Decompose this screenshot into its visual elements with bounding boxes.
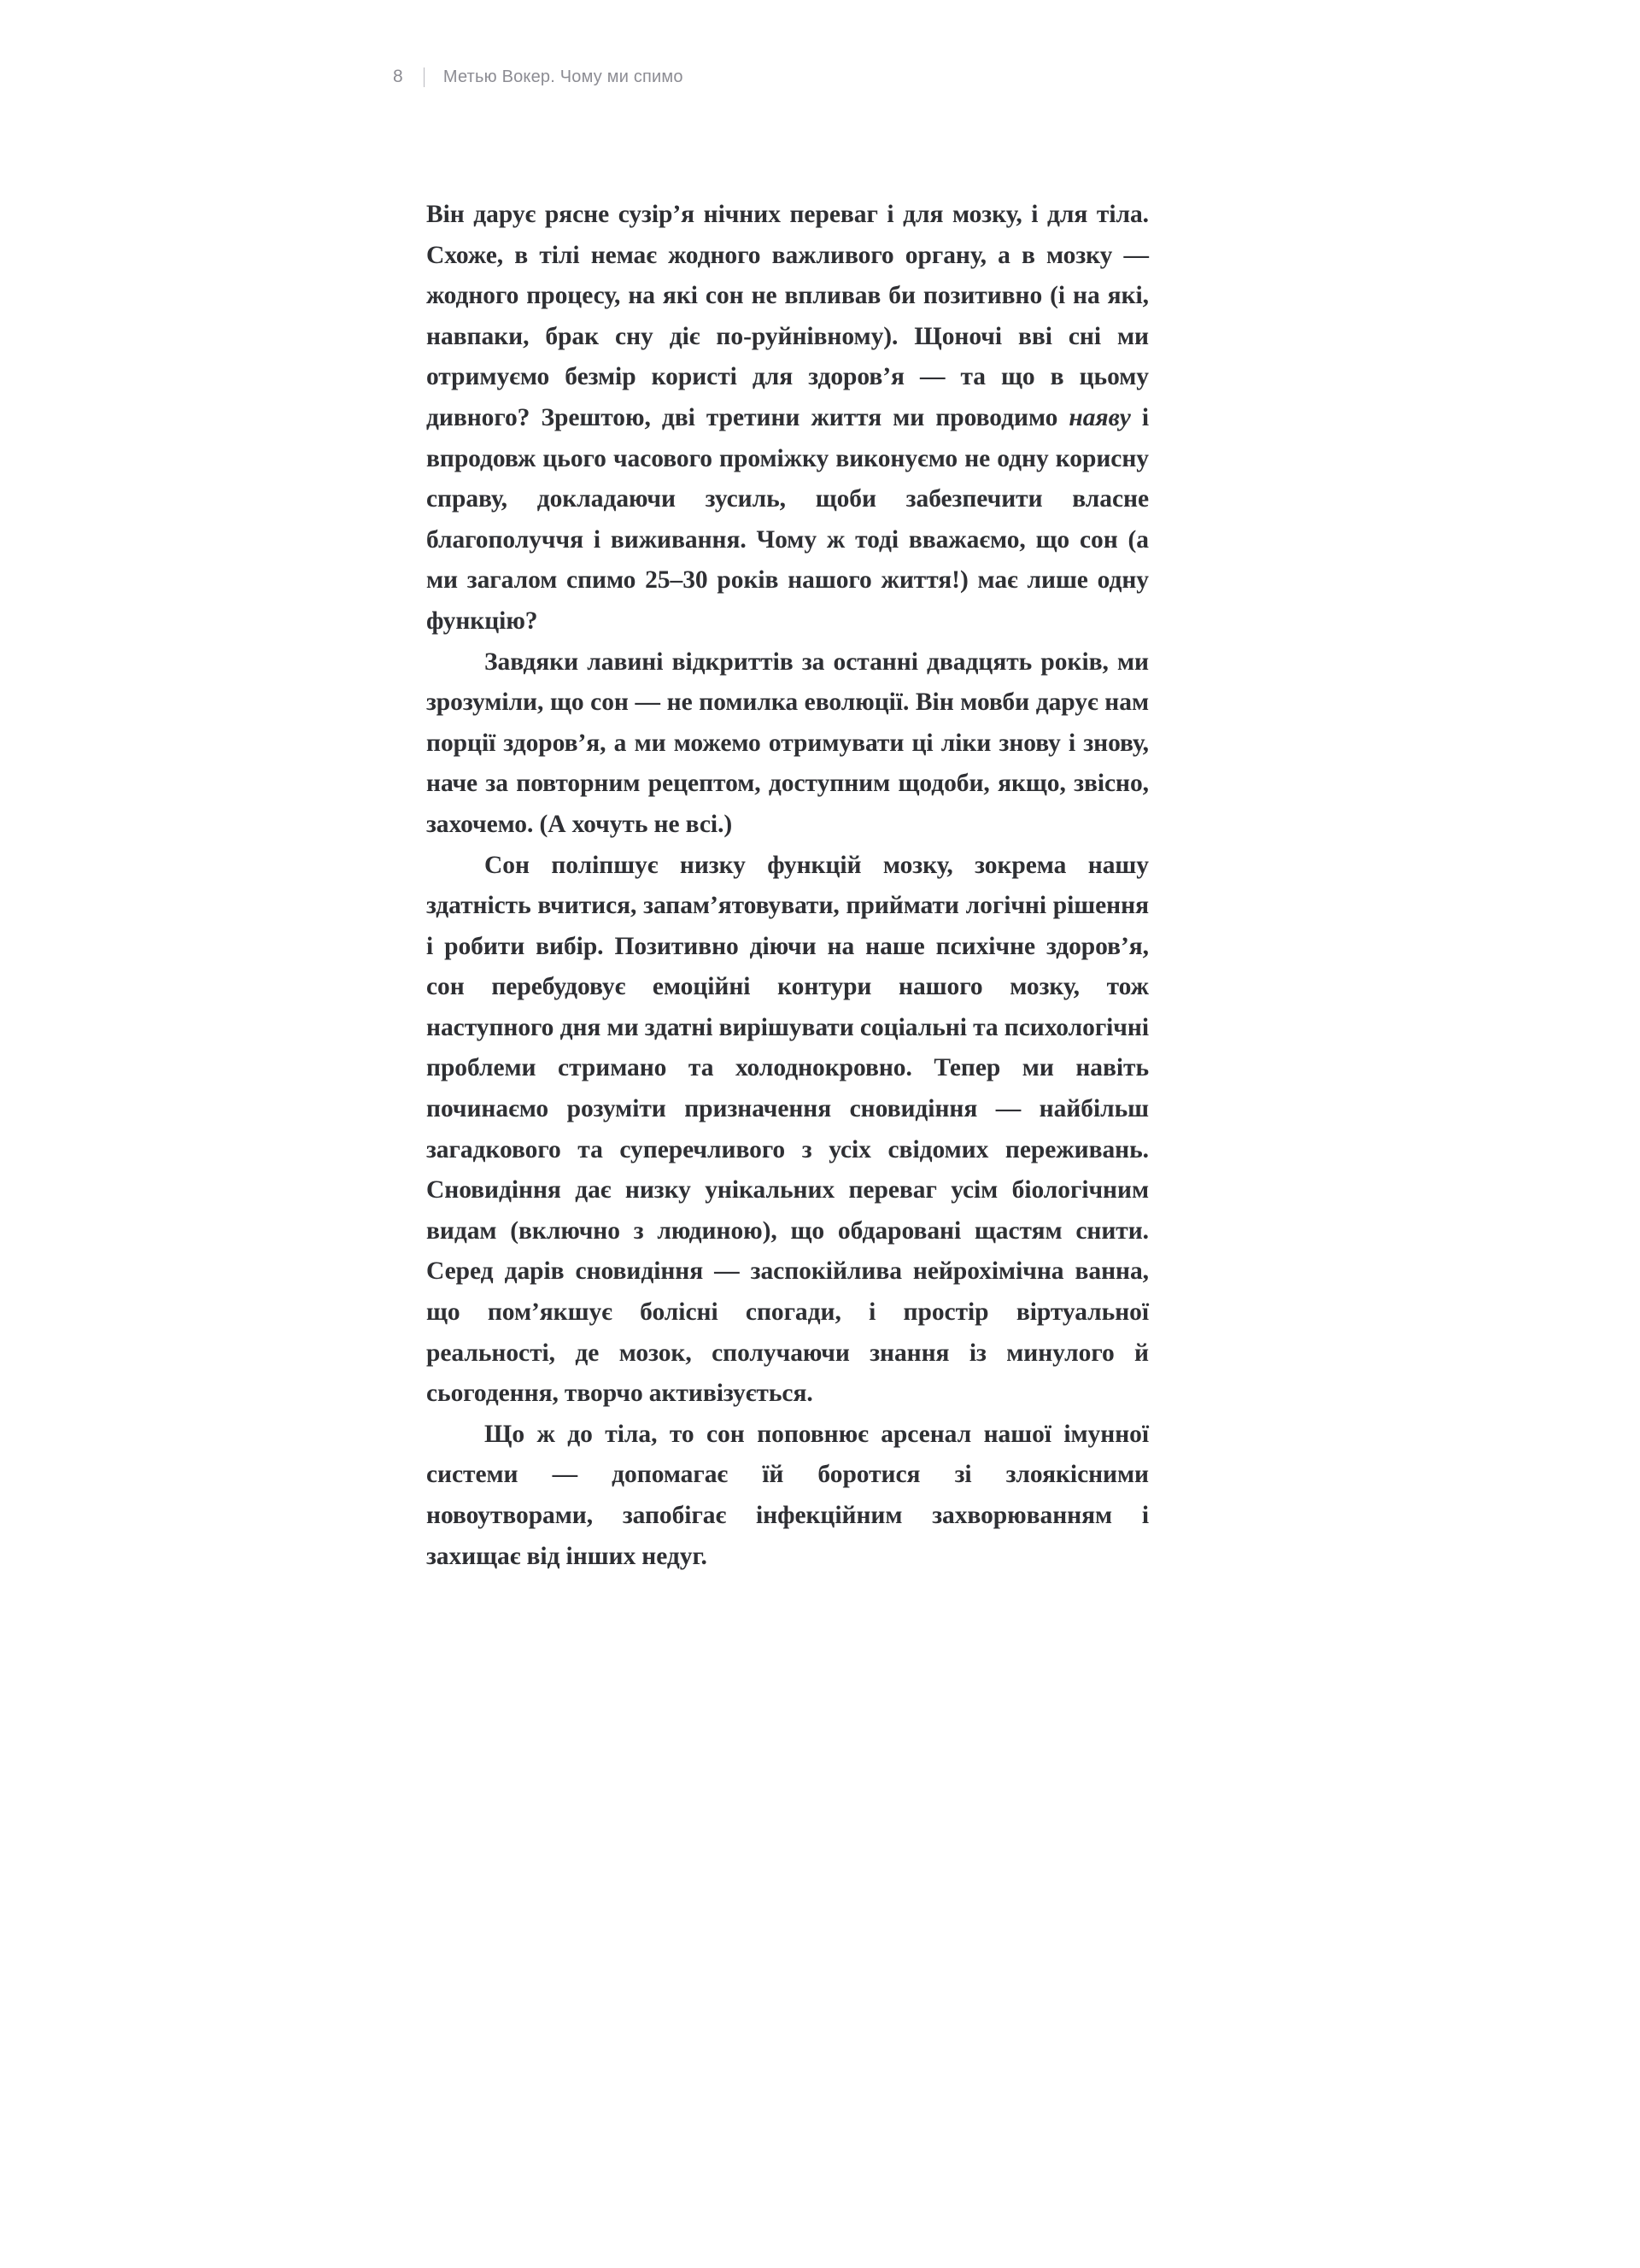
paragraph-4: Що ж до тіла, то сон поповнює арсенал нашої імунної системи — допомагає їй боротися зі злоякісними новоутворами, запобігає інфекційним захворюванням і захищає від інших недуг.	[426, 1420, 1149, 1570]
body-text-block	[426, 195, 1149, 1577]
book-page	[342, 0, 1298, 2268]
emphasis-text: наяву	[1069, 403, 1131, 431]
paragraph-2: Завдяки лавині відкриттів за останні двадцять років, ми зрозуміли, що сон — не помилка еволюції. Він мовби дарує нам порції здоров’я, а ми можемо отримувати ці ліки знову і знову, наче за повторним рецептом, доступним щодоби, якщо, звісно, захочемо. (А хочуть не всі.)	[426, 648, 1149, 838]
page-number: 8	[393, 67, 403, 86]
running-header	[393, 67, 683, 87]
running-title: Метью Вокер. Чому ми спимо	[442, 67, 683, 86]
header-divider	[424, 67, 425, 87]
paragraph-1: Він дарує рясне сузір’я нічних переваг і для мозку, і для тіла. Схоже, в тілі немає жодного важливого органу, а в мозку — жодного процесу, на які сон не впливав би позитивно (і на які, навпаки, брак сну діє по-руйнівному). Щоночі вві сні ми отримуємо безмір користі для здоров’я — та що в цьому дивного? Зрештою, дві третини життя ми проводимо наяву і впродовж цього часового проміжку виконуємо не одну корисну справу, докладаючи зусиль, щоби забезпечити власне благополуччя і виживання. Чому ж тоді вважаємо, що сон (а ми загалом спимо 25–30 років нашого життя!) має лише одну функцію?	[426, 201, 1149, 635]
paragraph-3: Сон поліпшує низку функцій мозку, зокрема нашу здатність вчитися, запам’ятовувати, приймати логічні рішення і робити вибір. Позитивно діючи на наше психічне здоров’я, сон перебудовує емоційні контури нашого мозку, тож наступного дня ми здатні вирішувати соціальні та психологічні проблеми стримано та холоднокровно. Тепер ми навіть починаємо розуміти призначення сновидіння — найбільш загадкового та суперечливого з усіх свідомих переживань. Сновидіння дає низку унікальних переваг усім біологічним видам (включно з людиною), що обдаровані щастям снити. Серед дарів сновидіння — заспокійлива нейрохімічна ванна, що пом’якшує болісні спогади, і простір віртуальної реальності, де мозок, сполучаючи знання із минулого й сьогодення, творчо активізується.	[426, 851, 1149, 1408]
